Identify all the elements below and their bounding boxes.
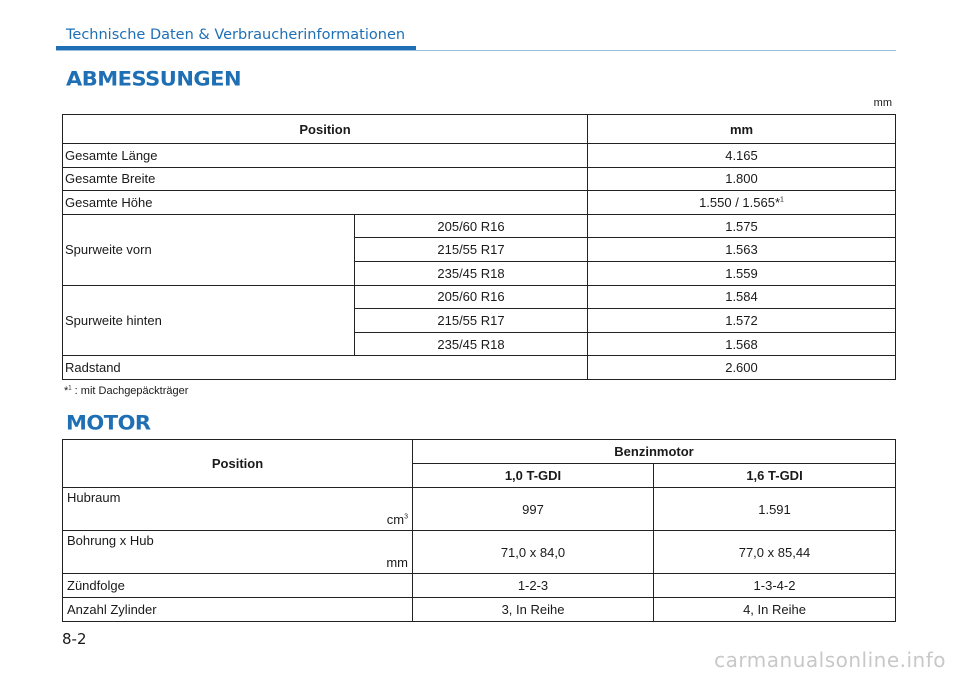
table-row — [63, 285, 896, 309]
tire-size: 215/55 R17 — [355, 238, 588, 262]
table-header-row — [63, 440, 896, 464]
col-header-engine-2: 1,6 T-GDI — [654, 464, 896, 488]
table-row — [63, 598, 896, 622]
table-row — [63, 574, 896, 598]
row-label: Gesamte Breite — [63, 167, 588, 191]
row-value: 1-2-3 — [413, 574, 654, 598]
watermark: carmanualsonline.info — [714, 648, 946, 672]
row-value: 4, In Reihe — [654, 598, 896, 622]
col-header-engine-1: 1,0 T-GDI — [413, 464, 654, 488]
col-header-position: Position — [63, 115, 588, 144]
footnote-text: : mit Dachgepäckträger — [71, 385, 189, 397]
row-label: Gesamte Höhe — [63, 191, 588, 215]
header-title: Technische Daten & Verbraucherinformationen — [66, 27, 406, 43]
row-value: 3, In Reihe — [413, 598, 654, 622]
dimensions-table — [62, 114, 896, 380]
row-value: 77,0 x 85,44 — [654, 531, 896, 574]
bohrung-unit: mm — [386, 555, 408, 570]
row-label — [63, 488, 413, 531]
hubraum-label: Hubraum — [67, 490, 121, 505]
footnote-marker: 1 — [780, 196, 784, 204]
row-label-spurweite-hinten: Spurweite hinten — [63, 285, 355, 356]
row-label: Anzahl Zylinder — [63, 598, 413, 622]
row-value: 1.572 — [588, 309, 896, 333]
tire-size: 205/60 R16 — [355, 214, 588, 238]
bohrung-label: Bohrung x Hub — [67, 533, 154, 548]
row-label — [63, 531, 413, 574]
tire-size: 205/60 R16 — [355, 285, 588, 309]
row-value: 1.568 — [588, 332, 896, 356]
table-row — [63, 167, 896, 191]
footnote — [64, 385, 188, 397]
table-header-row — [63, 115, 896, 144]
hoehe-value-text: 1.550 / 1.565* — [699, 194, 781, 210]
table-row — [63, 144, 896, 168]
tire-size: 235/45 R18 — [355, 261, 588, 285]
hubraum-unit-text: cm — [386, 512, 405, 527]
col-header-mm: mm — [588, 115, 896, 144]
row-label: Radstand — [63, 356, 588, 380]
table-row — [63, 214, 896, 238]
section-heading-motor: MOTOR — [66, 412, 151, 435]
row-value: 1.800 — [588, 167, 896, 191]
row-value: 4.165 — [588, 144, 896, 168]
row-label: Gesamte Länge — [63, 144, 588, 168]
tire-size: 235/45 R18 — [355, 332, 588, 356]
footnote-mark: * — [64, 385, 69, 397]
row-value: 1.584 — [588, 285, 896, 309]
footnote-sup: 1 — [68, 385, 72, 392]
row-value: 2.600 — [588, 356, 896, 380]
row-value: 1.563 — [588, 238, 896, 262]
row-value — [588, 191, 896, 215]
table-row — [63, 356, 896, 380]
row-label: Zündfolge — [63, 574, 413, 598]
col-header-benzinmotor: Benzinmotor — [413, 440, 896, 464]
unit-label: mm — [873, 97, 892, 109]
table-row — [63, 191, 896, 215]
row-label-spurweite-vorn: Spurweite vorn — [63, 214, 355, 285]
page-number: 8-2 — [62, 630, 87, 648]
section-heading-abmessungen: ABMESSUNGEN — [66, 68, 242, 91]
row-value: 1-3-4-2 — [654, 574, 896, 598]
row-value: 1.559 — [588, 261, 896, 285]
row-value: 997 — [413, 488, 654, 531]
row-value: 71,0 x 84,0 — [413, 531, 654, 574]
engine-table — [62, 439, 896, 622]
col-header-position: Position — [63, 440, 413, 488]
hubraum-unit-sup: 3 — [404, 513, 408, 521]
table-row — [63, 488, 896, 531]
row-value: 1.575 — [588, 214, 896, 238]
row-value: 1.591 — [654, 488, 896, 531]
header-divider — [56, 50, 896, 51]
hubraum-unit — [387, 512, 408, 527]
tire-size: 215/55 R17 — [355, 309, 588, 333]
table-row — [63, 531, 896, 574]
